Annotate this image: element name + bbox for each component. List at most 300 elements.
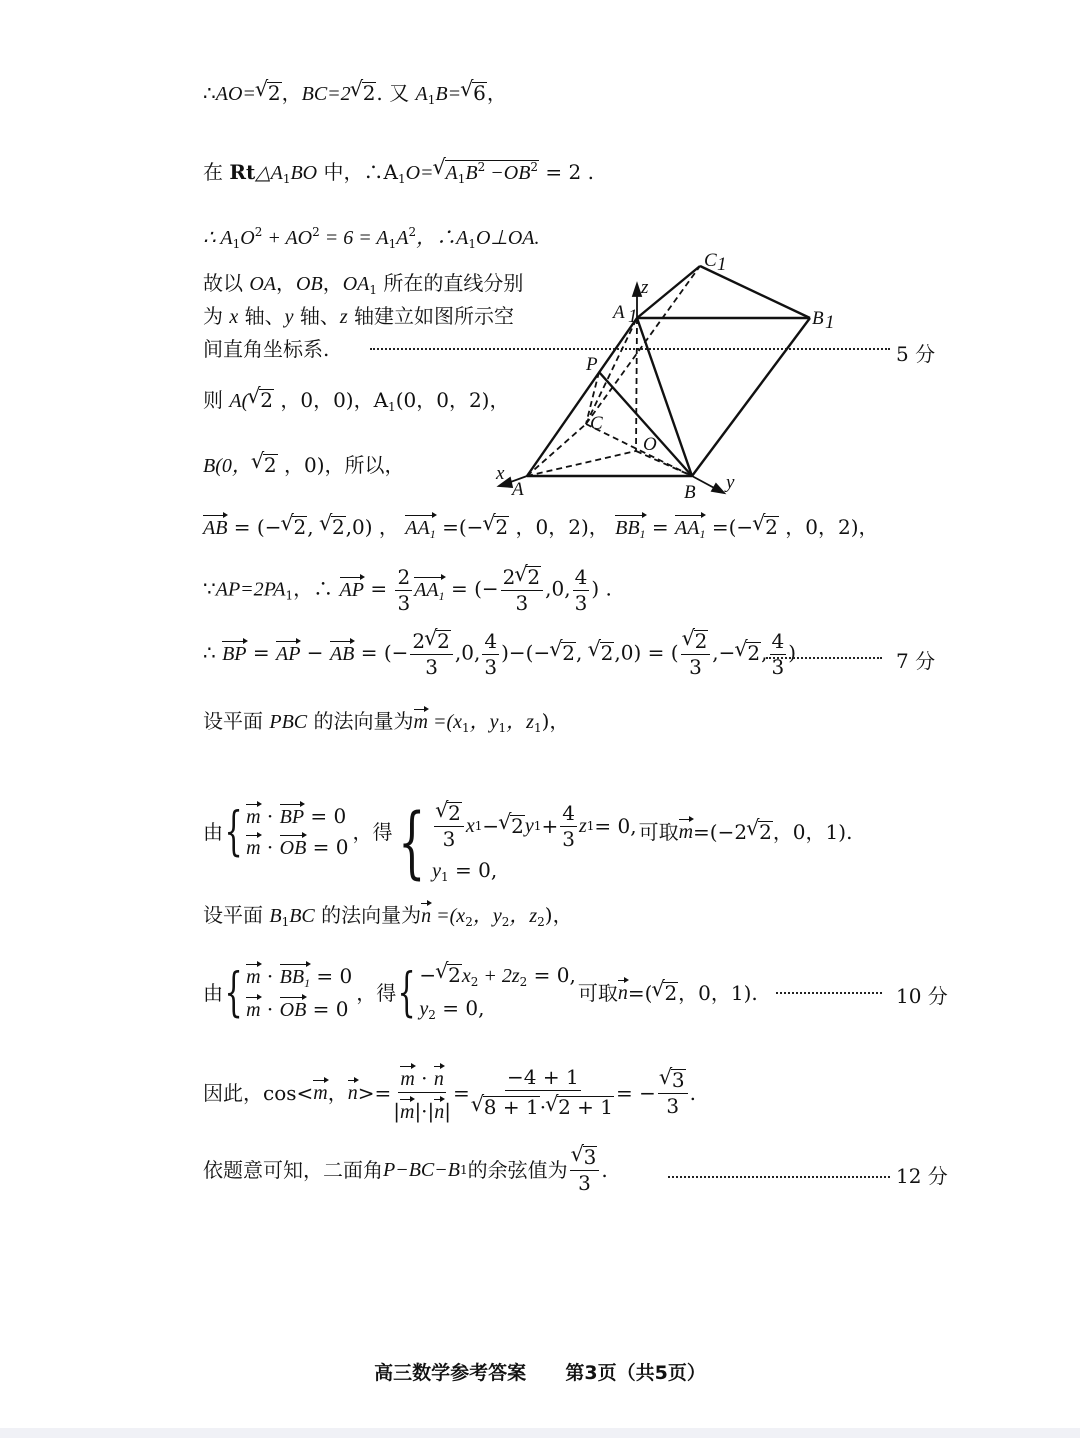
text: ) <box>788 640 797 665</box>
text: AO= <box>215 83 256 105</box>
numerator: 2 <box>397 564 411 589</box>
vector-m: m <box>246 805 261 828</box>
text: ， <box>276 271 297 295</box>
vector-n: n <box>433 1068 444 1090</box>
subscript: 2 <box>465 915 473 929</box>
radicand: 2 <box>759 819 772 844</box>
text: 的法向量为 <box>307 709 414 733</box>
system-rows <box>432 802 636 883</box>
text: =(−2 <box>693 819 748 844</box>
text: + AO <box>262 227 313 249</box>
system-row <box>246 963 353 990</box>
text: B <box>269 905 282 927</box>
denominator: 3 <box>397 590 411 615</box>
text: ，∴A <box>416 227 469 249</box>
bottom-band <box>0 1428 1080 1438</box>
numerator: −4 + 1 <box>507 1065 579 1089</box>
text: · <box>414 1066 434 1090</box>
text: + 2z <box>478 965 520 987</box>
text: ，y <box>472 905 502 927</box>
superscript: 2 <box>254 225 263 239</box>
fraction <box>658 1069 688 1117</box>
text: x <box>461 965 471 987</box>
text: = <box>453 1080 470 1105</box>
label-b1: B <box>812 308 824 329</box>
text: ) . <box>591 576 612 601</box>
text: − <box>300 640 330 665</box>
text: ，y <box>469 711 499 733</box>
text: BB <box>279 965 305 988</box>
score-label: 12 分 <box>896 1164 948 1188</box>
vector-m: m <box>246 836 261 859</box>
text: · <box>539 1095 547 1119</box>
numerator <box>570 1146 600 1171</box>
text: = <box>363 576 394 601</box>
sqrt <box>753 516 779 538</box>
text: y <box>419 998 429 1020</box>
system-rows <box>419 964 576 1021</box>
footer-title: 高三数学参考答案 <box>374 1362 527 1384</box>
text: ， <box>281 81 302 105</box>
label-c: C <box>590 413 603 434</box>
superscript: 2 <box>408 225 417 239</box>
denominator <box>393 1093 451 1123</box>
denominator <box>472 1091 614 1118</box>
text: , <box>761 640 768 665</box>
text: (0，0，2)， <box>395 388 510 412</box>
vector-m: m <box>246 965 261 988</box>
text: = 0, <box>527 963 576 987</box>
subscript: 1 <box>533 721 542 735</box>
label-x-axis: x <box>496 463 505 484</box>
sqrt <box>320 516 346 538</box>
left-brace: { <box>224 801 243 862</box>
subscript: 1 <box>457 172 466 186</box>
line-cosine <box>203 1062 696 1123</box>
text: · <box>260 834 280 859</box>
therefore-symbol: ∴ <box>203 81 216 105</box>
denominator: 3 <box>442 827 456 851</box>
text: |·| <box>414 1099 435 1123</box>
text: =(− <box>435 515 484 539</box>
text: 可取 <box>638 819 679 844</box>
subscript: 2 <box>519 975 528 989</box>
text: B(0， <box>203 455 252 477</box>
radicand: 3 <box>583 1145 597 1169</box>
numerator: 4 <box>562 800 575 825</box>
text: . <box>689 1080 696 1105</box>
text: =(x <box>427 711 462 733</box>
vector-bp: BP <box>222 642 247 665</box>
sqrt <box>546 1096 614 1118</box>
text: = 0, <box>448 858 498 882</box>
text: 2 <box>502 565 516 589</box>
label-p: P <box>586 354 598 375</box>
line-normal-n <box>203 905 573 928</box>
radicand: 2 <box>362 81 376 105</box>
text: ,− <box>712 640 736 665</box>
system-row <box>246 996 352 1021</box>
sqrt <box>425 630 451 652</box>
vector-m: m <box>678 820 694 843</box>
text: AA <box>675 517 700 539</box>
sqrt <box>281 516 307 538</box>
fraction <box>482 628 499 679</box>
text: 由 <box>203 980 223 1005</box>
text: O⊥OA. <box>475 227 540 249</box>
text: = 0, <box>594 814 637 838</box>
fraction <box>472 1067 614 1118</box>
sqrt <box>436 964 462 986</box>
line-ap <box>203 566 612 614</box>
denominator: 3 <box>574 590 588 615</box>
text: ,0) = ( <box>614 640 679 665</box>
text: = 0 <box>304 803 347 828</box>
vector-aa1 <box>405 518 435 540</box>
line-vectors-ab-aa1 <box>203 516 879 540</box>
denominator: 3 <box>578 1171 591 1195</box>
footer-page-label: 第3页（共5页） <box>565 1362 706 1384</box>
text: − <box>482 814 500 838</box>
sqrt <box>515 566 541 588</box>
text: = 6 = A <box>319 227 389 249</box>
vector-bb1 <box>280 967 310 989</box>
left-brace: { <box>224 962 243 1023</box>
vector-n: n <box>347 1081 358 1104</box>
sqrt <box>436 802 462 824</box>
denominator: 3 <box>515 591 529 615</box>
text: = <box>645 515 676 539</box>
text: x <box>465 815 475 837</box>
text: − <box>419 963 437 987</box>
numerator: 4 <box>484 628 498 653</box>
text: 可取 <box>577 980 618 1005</box>
left-brace: { <box>397 797 425 888</box>
text: ， <box>486 81 507 105</box>
fraction <box>573 564 590 615</box>
equation-system <box>396 964 576 1021</box>
radicand: 2 <box>267 81 281 105</box>
subscript: 1 <box>282 172 291 186</box>
label-z-axis: z <box>641 277 649 298</box>
subscript: 1 <box>427 93 436 107</box>
numerator <box>434 802 464 827</box>
subscript: 1 <box>441 870 449 884</box>
radicand: 2 <box>600 640 614 665</box>
system-row <box>419 998 576 1021</box>
text: ,0, <box>454 640 481 665</box>
hidden-edges <box>527 266 700 476</box>
text: OA <box>342 273 370 295</box>
text: OA <box>249 273 277 295</box>
radicand: 2 <box>293 515 307 539</box>
fraction <box>395 564 412 615</box>
text: ,0, <box>545 576 571 601</box>
text: 间直角坐标系. <box>203 337 330 361</box>
radicand: 2 + 1 <box>558 1095 613 1119</box>
subscript: 1 <box>498 721 507 735</box>
numerator <box>658 1069 688 1094</box>
text: ， <box>322 271 343 295</box>
sqrt <box>483 516 509 538</box>
radicand: 2 <box>260 388 273 412</box>
radicand: 2 <box>448 801 461 825</box>
text: >= <box>357 1080 392 1105</box>
label-a1: A <box>613 302 625 323</box>
subscript: 1 <box>586 819 595 833</box>
text: = 0 <box>306 834 349 859</box>
sqrt <box>683 630 709 652</box>
text: ，0，1). <box>772 819 853 844</box>
vector-m: m <box>313 1081 328 1104</box>
text: 由 <box>203 819 223 844</box>
subscript: 1 <box>468 237 476 251</box>
vector-ob: OB <box>279 836 307 859</box>
vector-ap: AP <box>339 578 364 601</box>
line-system-n <box>203 964 758 1021</box>
vector-m: m <box>413 711 428 733</box>
superscript: 2 <box>477 160 486 174</box>
numerator: 4 <box>771 628 785 653</box>
text: AP=2PA <box>215 578 286 601</box>
radicand: 2 <box>495 515 509 539</box>
text: ，0，2)， <box>778 515 879 539</box>
text: 中，∴A <box>317 160 398 184</box>
sqrt <box>572 1146 598 1168</box>
text: = (− <box>227 515 282 539</box>
point-labels <box>495 250 835 503</box>
score-leader-dots <box>766 657 882 659</box>
equation-system <box>223 962 353 1023</box>
subscript: 1 <box>533 819 542 833</box>
text: )， <box>541 709 570 733</box>
text: ,0) ， <box>345 515 399 539</box>
text: 依题意可知，二面角 <box>203 1158 383 1182</box>
text: ∴ A <box>203 227 233 249</box>
subscript: 1 <box>397 172 406 186</box>
text: | <box>393 1099 400 1123</box>
vector-ap: AP <box>276 642 301 665</box>
equation-system <box>393 797 637 888</box>
label-y-axis: y <box>726 472 735 493</box>
text: 的余弦值为 <box>467 1158 568 1182</box>
superscript: 2 <box>312 225 320 239</box>
text: , <box>307 515 320 539</box>
text: y <box>432 860 442 882</box>
score-leader-dots <box>668 1176 890 1178</box>
text: 所在的直线分别 <box>377 271 524 295</box>
text: = (− <box>354 640 409 665</box>
radicand: 2 <box>331 515 345 539</box>
score-leader-dots <box>776 992 882 994</box>
left-brace: { <box>397 962 416 1023</box>
vector-m: m <box>400 1068 415 1090</box>
text: 轴建立如图所示空 <box>347 304 515 328</box>
radicand: 2 <box>263 453 277 477</box>
sqrt <box>660 1069 686 1091</box>
text: −OB <box>485 162 531 184</box>
label-o: O <box>643 434 657 455</box>
numerator <box>410 630 452 655</box>
text: ，∴ <box>293 576 340 601</box>
text: z <box>339 306 348 328</box>
text: = − <box>616 1080 656 1105</box>
line-system-m <box>203 780 853 888</box>
subscript: 1 <box>281 915 290 929</box>
text: 则 <box>203 388 230 412</box>
denominator: 3 <box>689 655 702 679</box>
text: ，z <box>506 711 534 733</box>
text: . 又 <box>376 81 416 105</box>
text: △A <box>255 162 283 184</box>
page-footer <box>0 1358 1080 1385</box>
vector-n: n <box>434 1101 445 1123</box>
fraction <box>410 630 452 678</box>
fraction <box>434 802 464 850</box>
fraction <box>393 1062 451 1123</box>
text: BB <box>615 517 640 539</box>
superscript: 2 <box>530 160 539 174</box>
text: z <box>578 815 587 837</box>
denominator: 3 <box>666 1093 680 1118</box>
fraction <box>560 800 577 851</box>
denominator: 3 <box>425 655 439 679</box>
subscript: 1 <box>388 237 397 251</box>
subscript: 2 <box>537 915 545 929</box>
subscript: 1 <box>304 975 311 990</box>
subscript: 1 <box>459 1163 468 1177</box>
sqrt <box>550 642 576 664</box>
radicand: 6 <box>473 81 486 105</box>
text: B= <box>435 83 462 105</box>
text: 设平面 <box>203 903 270 927</box>
radicand: 2 <box>527 565 541 589</box>
text: 轴、 <box>293 304 340 328</box>
label-a: A <box>512 479 524 500</box>
subscript: 2 <box>470 975 479 989</box>
numerator <box>681 630 711 655</box>
numerator: 4 <box>574 564 588 589</box>
text: | <box>444 1099 452 1123</box>
text: , <box>575 640 589 665</box>
text: A <box>445 162 458 184</box>
text: 的法向量为 <box>314 903 422 927</box>
text: ，0，2)， <box>509 515 609 539</box>
score-label: 7 分 <box>896 649 936 673</box>
vector-ob: OB <box>279 998 307 1021</box>
text: =( <box>627 980 653 1005</box>
label-b: B <box>684 482 696 503</box>
subscript: 1 <box>285 588 294 603</box>
score-label: 10 分 <box>896 984 948 1008</box>
label-c1-sub: 1 <box>717 254 727 275</box>
radicand: 2 <box>694 629 708 653</box>
subscript: 1 <box>232 237 241 251</box>
text: =(− <box>705 515 754 539</box>
text: O= <box>405 162 434 184</box>
sqrt <box>652 982 678 1004</box>
system-rows <box>246 803 349 859</box>
denominator: 3 <box>484 654 498 679</box>
vector-n: n <box>617 981 628 1004</box>
system-row <box>246 834 349 859</box>
text: BC <box>289 905 315 927</box>
text: )， <box>544 903 573 927</box>
radicand: 2 <box>747 640 761 665</box>
line-bp <box>203 630 796 678</box>
text: ，0，1). <box>678 980 758 1005</box>
text: B <box>465 162 478 184</box>
radicand: 2 <box>765 515 778 539</box>
text: 为 <box>203 304 230 328</box>
vector-bb1 <box>615 518 645 540</box>
text: ，0，0)，A <box>273 388 389 412</box>
text: x <box>229 306 239 328</box>
vector-m: m <box>399 1101 415 1123</box>
text: BO <box>290 162 318 184</box>
text: A <box>396 227 409 249</box>
text: = 0 <box>310 963 353 988</box>
vector-bp: BP <box>279 805 305 828</box>
subscript: 2 <box>428 1008 436 1022</box>
line-conclusion <box>203 1146 608 1194</box>
sqrt <box>499 815 525 837</box>
radicand: 8 + 1 <box>483 1095 539 1119</box>
sqrt <box>589 642 615 664</box>
text: + <box>541 814 559 838</box>
denominator: 3 <box>562 826 575 851</box>
vector-n: n <box>421 905 432 927</box>
text: =(x <box>431 905 466 927</box>
fraction <box>770 628 787 679</box>
text: PBC <box>269 711 308 733</box>
subscript: 1 <box>474 819 483 833</box>
system-row <box>432 860 636 883</box>
subscript: 1 <box>429 527 436 541</box>
text: · <box>260 963 280 988</box>
system-rows <box>246 963 353 1021</box>
fraction <box>501 566 543 614</box>
text: = <box>246 640 277 665</box>
subscript: 2 <box>501 915 510 929</box>
subscript: 1 <box>639 527 646 541</box>
subscript: 1 <box>388 400 396 414</box>
prism-figure <box>0 0 1080 520</box>
text: 因此，cos< <box>203 1080 314 1105</box>
vector-aa1 <box>414 580 444 602</box>
system-row <box>432 802 636 850</box>
sqrt <box>472 1096 540 1118</box>
subscript: 1 <box>369 283 378 297</box>
text: ∴ <box>203 640 223 665</box>
text: 2 <box>412 629 426 653</box>
label-a1-sub: 1 <box>628 306 638 327</box>
text: 故以 <box>203 271 250 295</box>
text: ，z <box>509 905 538 927</box>
sqrt <box>747 821 773 843</box>
text: OB <box>296 273 323 295</box>
text: BC=2 <box>301 83 351 105</box>
text: ， <box>327 1080 348 1105</box>
text: . <box>601 1158 608 1182</box>
text: AA <box>414 578 439 601</box>
subscript: 1 <box>438 588 445 603</box>
because-symbol: ∵ <box>203 576 216 601</box>
numerator <box>398 1062 446 1093</box>
text: ，0)，所以， <box>277 453 405 477</box>
text: = 0 <box>306 996 349 1021</box>
denominator: 3 <box>771 654 785 679</box>
